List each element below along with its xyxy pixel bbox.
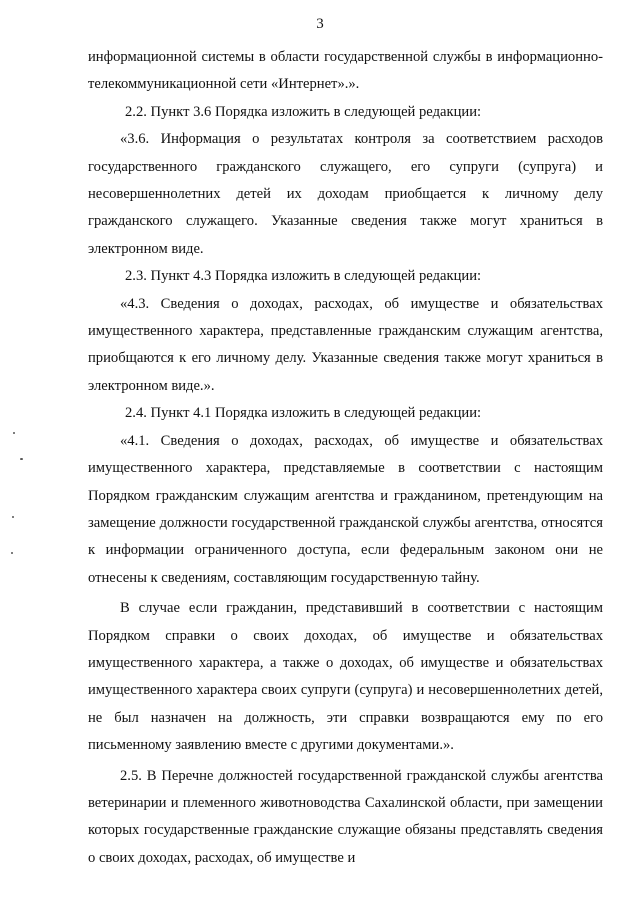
document-body bbox=[88, 44, 603, 872]
paragraph-item-2-2: 2.2. Пункт 3.6 Порядка изложить в следующей редакции: bbox=[125, 103, 482, 120]
page-number: 3 bbox=[316, 16, 324, 32]
scan-speck bbox=[20, 458, 23, 460]
paragraph-continuation: информационной системы в области государственной службы в информационно-телекоммуникационной сети «Интернет».». bbox=[88, 49, 603, 93]
paragraph-quote-4-1: «4.1. Сведения о доходах, расходах, об имуществе и обязательствах имущественного характера, представляемые в соответствии с настоящим Порядком гражданским служащим агентства и гражданином, претендующим на замещение должности государственной гражданской службы агентства, относятся к информации ограниченного доступа, если федеральным законом они не отнесены к сведениям, составляющим государственную тайну. bbox=[88, 432, 603, 586]
scan-speck bbox=[12, 516, 14, 518]
scan-speck bbox=[13, 432, 15, 434]
scan-speck bbox=[11, 552, 13, 554]
paragraph-item-2-3: 2.3. Пункт 4.3 Порядка изложить в следующей редакции: bbox=[125, 268, 482, 285]
paragraph-item-2-4: 2.4. Пункт 4.1 Порядка изложить в следующей редакции: bbox=[125, 405, 482, 422]
paragraph-return-of-statements: В случае если гражданин, представивший в соответствии с настоящим Порядком справки о своих доходах, об имуществе и обязательствах имущественного характера, а также о доходах, об имуществе и обязательствах имущественного характера своих супруги (супруга) и несовершеннолетних детей, не был назначен на должность, эти справки возвращаются ему по его письменному заявлению вместе с другими документами.». bbox=[88, 600, 603, 754]
paragraph-quote-4-3: «4.3. Сведения о доходах, расходах, об имуществе и обязательствах имущественного характера, представленные гражданским служащим агентства, приобщаются к его личному делу. Указанные сведения также могут храниться в электронном виде.». bbox=[88, 295, 603, 394]
paragraph-quote-3-6: «3.6. Информация о результатах контроля за соответствием расходов государственного гражданского служащего, его супруги (супруга) и несовершеннолетних детей их доходам приобщается к личному делу гражданского служащего. Указанные сведения также могут храниться в электронном виде. bbox=[88, 131, 603, 257]
paragraph-item-2-5: 2.5. В Перечне должностей государственной гражданской службы агентства ветеринарии и племенного животноводства Сахалинской области, при замещении которых государственные гражданские служащие обязаны представлять сведения о своих доходах, расходах, об имуществе и bbox=[88, 767, 603, 866]
